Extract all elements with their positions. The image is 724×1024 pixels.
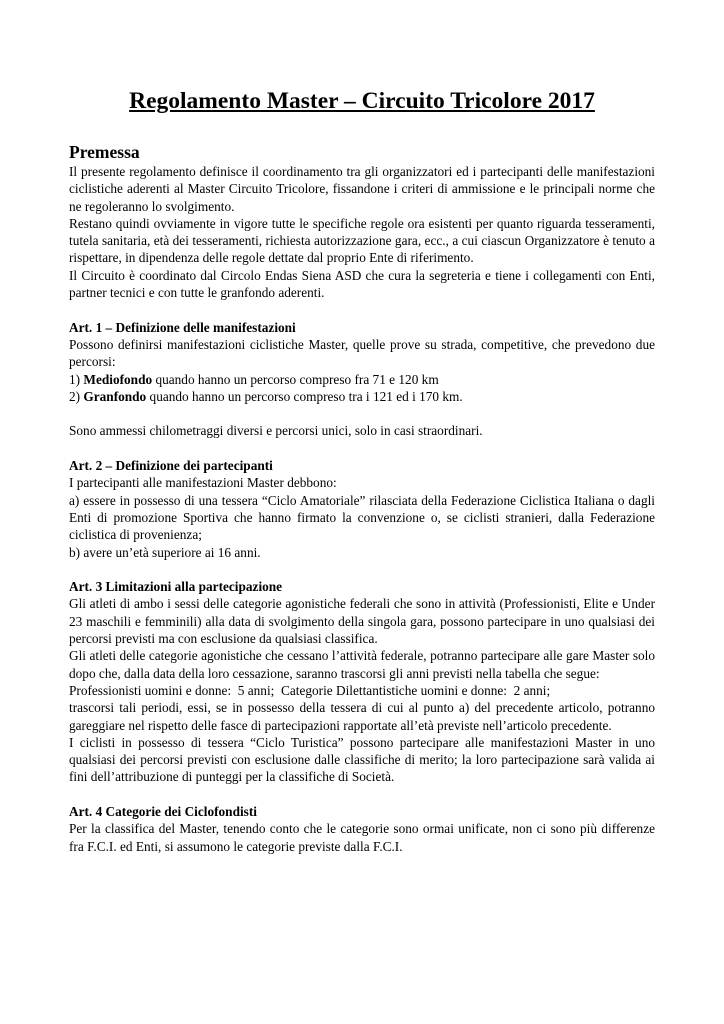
art1-item2-number: 2): [69, 388, 84, 404]
art1-item2-term: Granfondo: [83, 388, 147, 404]
section-heading-art3: Art. 3 Limitazioni alla partecipazione: [69, 579, 283, 595]
art1-list-item-2: [69, 388, 655, 405]
page-title: Regolamento Master – Circuito Tricolore 2017: [129, 88, 595, 114]
premessa-paragraph-1: Il presente regolamento definisce il coordinamento tra gli organizzatori ed i partecipanti delle manifestazioni ciclistiche aderenti al Master Circuito Tricolore, fissandone i criteri di ammissione e le principali norme che ne regoleranno lo svolgimento.: [69, 164, 655, 214]
art2-item-b: b) avere un’età superiore ai 16 anni.: [69, 544, 261, 560]
art2-paragraph-1: I partecipanti alle manifestazioni Master debbono:: [69, 475, 337, 491]
art1-item1-number: 1): [69, 371, 84, 387]
art3-paragraph-2: Gli atleti delle categorie agonistiche che cessano l’attività federale, potranno partecipare alle gare Master solo dopo che, dalla data della loro cessazione, saranno trascorsi gli anni previsti nella tabella che segue:: [69, 648, 655, 681]
art3-paragraph-3: Professionisti uomini e donne: 5 anni; Categorie Dilettantistiche uomini e donne: 2 anni;: [69, 682, 551, 698]
art1-paragraph-1: Possono definirsi manifestazioni ciclistiche Master, quelle prove su strada, competitive, che prevedono due percorsi:: [69, 336, 655, 370]
document-body: [69, 141, 655, 855]
art4-paragraph-1: Per la classifica del Master, tenendo conto che le categorie sono ormai unificate, non ci sono più differenze fra F.C.I. ed Enti, si assumono le categorie previste dalla F.C.I.: [69, 821, 655, 854]
art1-item1-term: Mediofondo: [83, 371, 153, 387]
art1-item2-text: quando hanno un percorso compreso tra i 121 ed i 170 km.: [146, 388, 463, 404]
art3-paragraph-4: trascorsi tali periodi, essi, se in possesso della tessera di cui al punto a) del precedente articolo, potranno gareggiare nel rispetto delle fasce di partecipazioni rapportate all’età previste nell’articolo precedente.: [69, 700, 655, 733]
art1-paragraph-2: Sono ammessi chilometraggi diversi e percorsi unici, solo in casi straordinari.: [69, 423, 483, 439]
premessa-paragraph-2: Restano quindi ovviamente in vigore tutte le specifiche regole ora esistenti per quanto riguarda tesseramenti, tutela sanitaria, età dei tesseramenti, richiesta autorizzazione gara, ecc., a cui ciascun Organizzatore è tenuto a rispettare, in dipendenza delle regole dettate dal proprio Ente di riferimento.: [69, 215, 655, 266]
section-heading-art1: Art. 1 – Definizione delle manifestazioni: [69, 319, 296, 335]
art3-paragraph-5: I ciclisti in possesso di tessera “Ciclo Turistica” possono partecipare alle manifestazioni Master in uno qualsiasi dei percorsi previsti con esclusione dalle classifiche di merito; la loro partecipazione sarà valida ai fini dell’attribuzione di punteggi per la classifiche di Società.: [69, 734, 655, 785]
art1-list-item-1: [69, 371, 655, 388]
art3-paragraph-1: Gli atleti di ambo i sessi delle categorie agonistiche federali che sono in attività (Professionisti, Elite e Under 23 maschili e femminili) alla data di svolgimento della singola gara, possono partecipare in uno qualsiasi dei percorsi previsti ma con esclusione da qualsiasi classifica.: [69, 596, 655, 647]
premessa-paragraph-3: Il Circuito è coordinato dal Circolo Endas Siena ASD che cura la segreteria e tiene i collegamenti con Enti, partner tecnici e con tutte le granfondo aderenti.: [69, 267, 655, 301]
section-heading-art4: Art. 4 Categorie dei Ciclofondisti: [69, 803, 257, 819]
section-heading-premessa: Premessa: [69, 142, 140, 162]
section-heading-art2: Art. 2 – Definizione dei partecipanti: [69, 458, 273, 474]
art1-item1-text: quando hanno un percorso compreso fra 71 e 120 km: [152, 371, 439, 387]
art2-item-a: a) essere in possesso di una tessera “Ciclo Amatoriale” rilasciata della Federazione Ciclistica Italiana o dagli Enti di promozione Sportiva che hanno firmato la convenzione o, se ciclisti stranieri, dalla Federazione ciclistica di provenienza;: [69, 492, 655, 543]
